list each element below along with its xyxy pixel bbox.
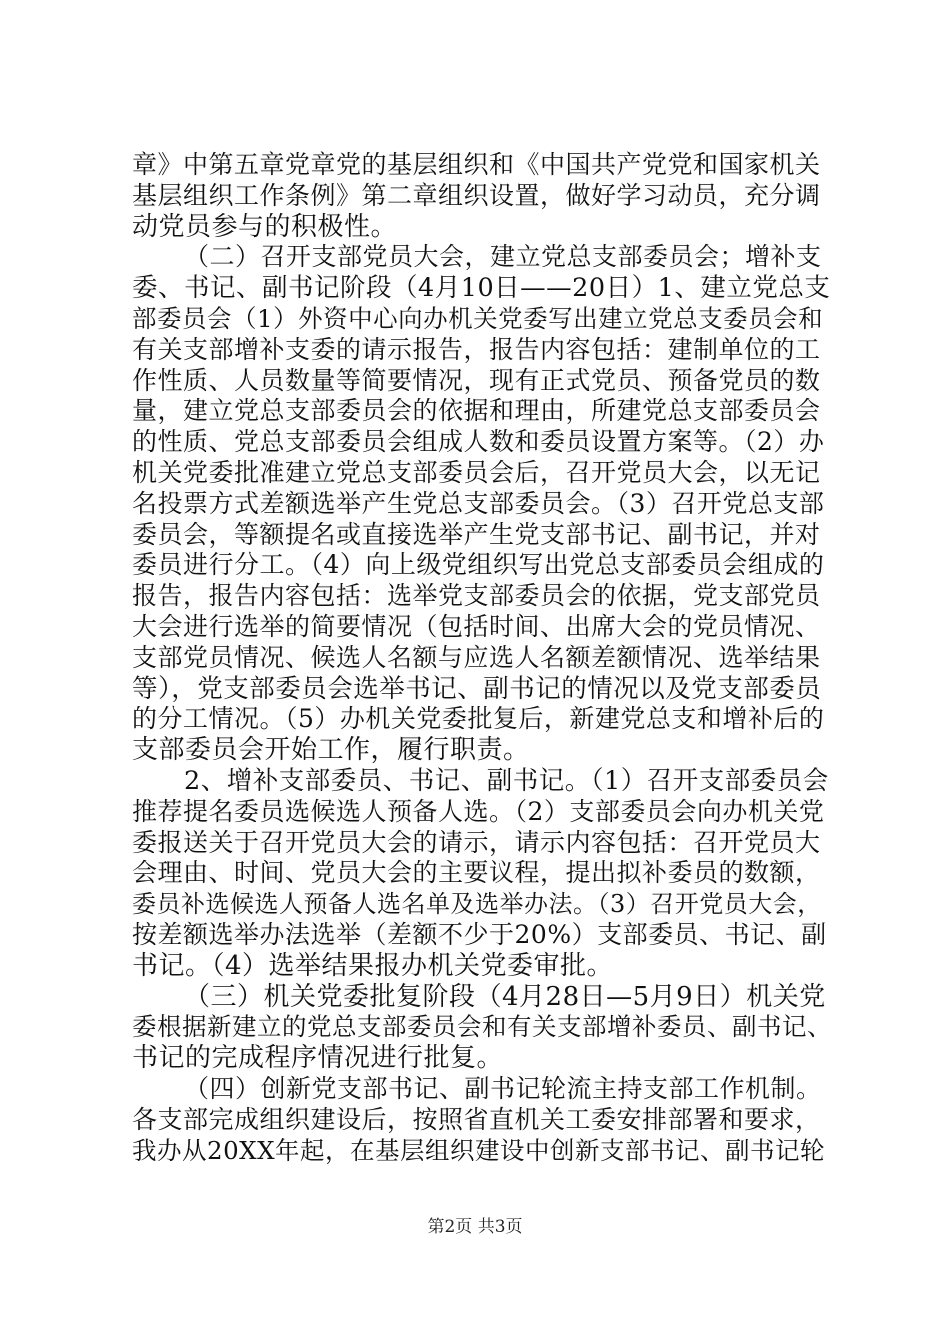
text-line: 基层组织工作条例》第二章组织设置，做好学习动员，充分调 xyxy=(132,180,821,210)
text-line: 会理由、时间、党员大会的主要议程，提出拟补委员的数额， xyxy=(132,858,821,888)
text-line: （四）创新党支部书记、副书记轮流主持支部工作机制。 xyxy=(184,1073,822,1103)
document-body xyxy=(132,150,832,1166)
text-line: 部委员会（1）外资中心向办机关党委写出建立党总支委员会和 xyxy=(132,303,824,333)
text-line: 委、书记、副书记阶段（4月10日——20日）1、建立党总支 xyxy=(132,273,831,304)
text-line: 支部委员会开始工作，履行职责。 xyxy=(132,735,530,766)
text-line: 有关支部增补支委的请示报告，报告内容包括：建制单位的工 xyxy=(132,334,821,364)
text-line: 按差额选举办法选举（差额不少于20%）支部委员、书记、副 xyxy=(132,919,827,949)
text-line: 作性质、人员数量等简要情况，现有正式党员、预备党员的数 xyxy=(132,365,821,395)
text-line: 书记的完成程序情况进行批复。 xyxy=(132,1043,504,1074)
text-line: 2、增补支部委员、书记、副书记。（1）召开支部委员会 xyxy=(184,765,829,796)
text-line: 动党员参与的积极性。 xyxy=(132,211,398,242)
text-line: 委员进行分工。（4）向上级党组织写出党总支部委员会组成的 xyxy=(132,550,825,580)
text-line: 章》中第五章党章党的基层组织和《中国共产党党和国家机关 xyxy=(132,150,821,179)
text-line: 委员会，等额提名或直接选举产生党支部书记、副书记，并对 xyxy=(132,519,821,549)
text-line: 推荐提名委员选候选人预备人选。（2）支部委员会向办机关党 xyxy=(132,796,825,826)
text-line: 委根据新建立的党总支部委员会和有关支部增补委员、副书记、 xyxy=(132,1012,832,1042)
text-line: 支部党员情况、候选人名额与应选人名额差额情况、选举结果 xyxy=(132,642,821,672)
text-line: 机关党委批准建立党总支部委员会后，召开党员大会，以无记 xyxy=(132,457,821,487)
text-line: 大会进行选举的简要情况（包括时间、出席大会的党员情况、 xyxy=(132,611,821,641)
text-line: 我办从20XX年起，在基层组织建设中创新支部书记、副书记轮 xyxy=(132,1135,826,1165)
text-line: 的分工情况。（5）办机关党委批复后，新建党总支和增补后的 xyxy=(132,704,825,734)
text-line: 委员补选候选人预备人选名单及选举办法。（3）召开党员大会， xyxy=(132,890,822,919)
text-line: 等），党支部委员会选举书记、副书记的情况以及党支部委员 xyxy=(132,673,822,704)
page-footer: 第2页 共3页 xyxy=(427,1217,523,1237)
text-line: 量，建立党总支部委员会的依据和理由，所建党总支部委员会 xyxy=(132,396,821,426)
text-line: 书记。（4）选举结果报办机关党委审批。 xyxy=(132,950,614,981)
text-line: （三）机关党委批复阶段（4月28日—5月9日）机关党 xyxy=(184,981,826,1012)
text-line: 名投票方式差额选举产生党总支部委员会。（3）召开党总支部 xyxy=(132,488,825,518)
text-line: 各支部完成组织建设后，按照省直机关工委安排部署和要求， xyxy=(132,1104,821,1134)
text-line: （二）召开支部党员大会，建立党总支部委员会；增补支 xyxy=(184,242,822,272)
text-line: 报告，报告内容包括：选举党支部委员会的依据，党支部党员 xyxy=(132,581,821,611)
text-line: 委报送关于召开党员大会的请示，请示内容包括：召开党员大 xyxy=(132,827,821,857)
text-line: 的性质、党总支部委员会组成人数和委员设置方案等。（2）办 xyxy=(132,427,825,457)
